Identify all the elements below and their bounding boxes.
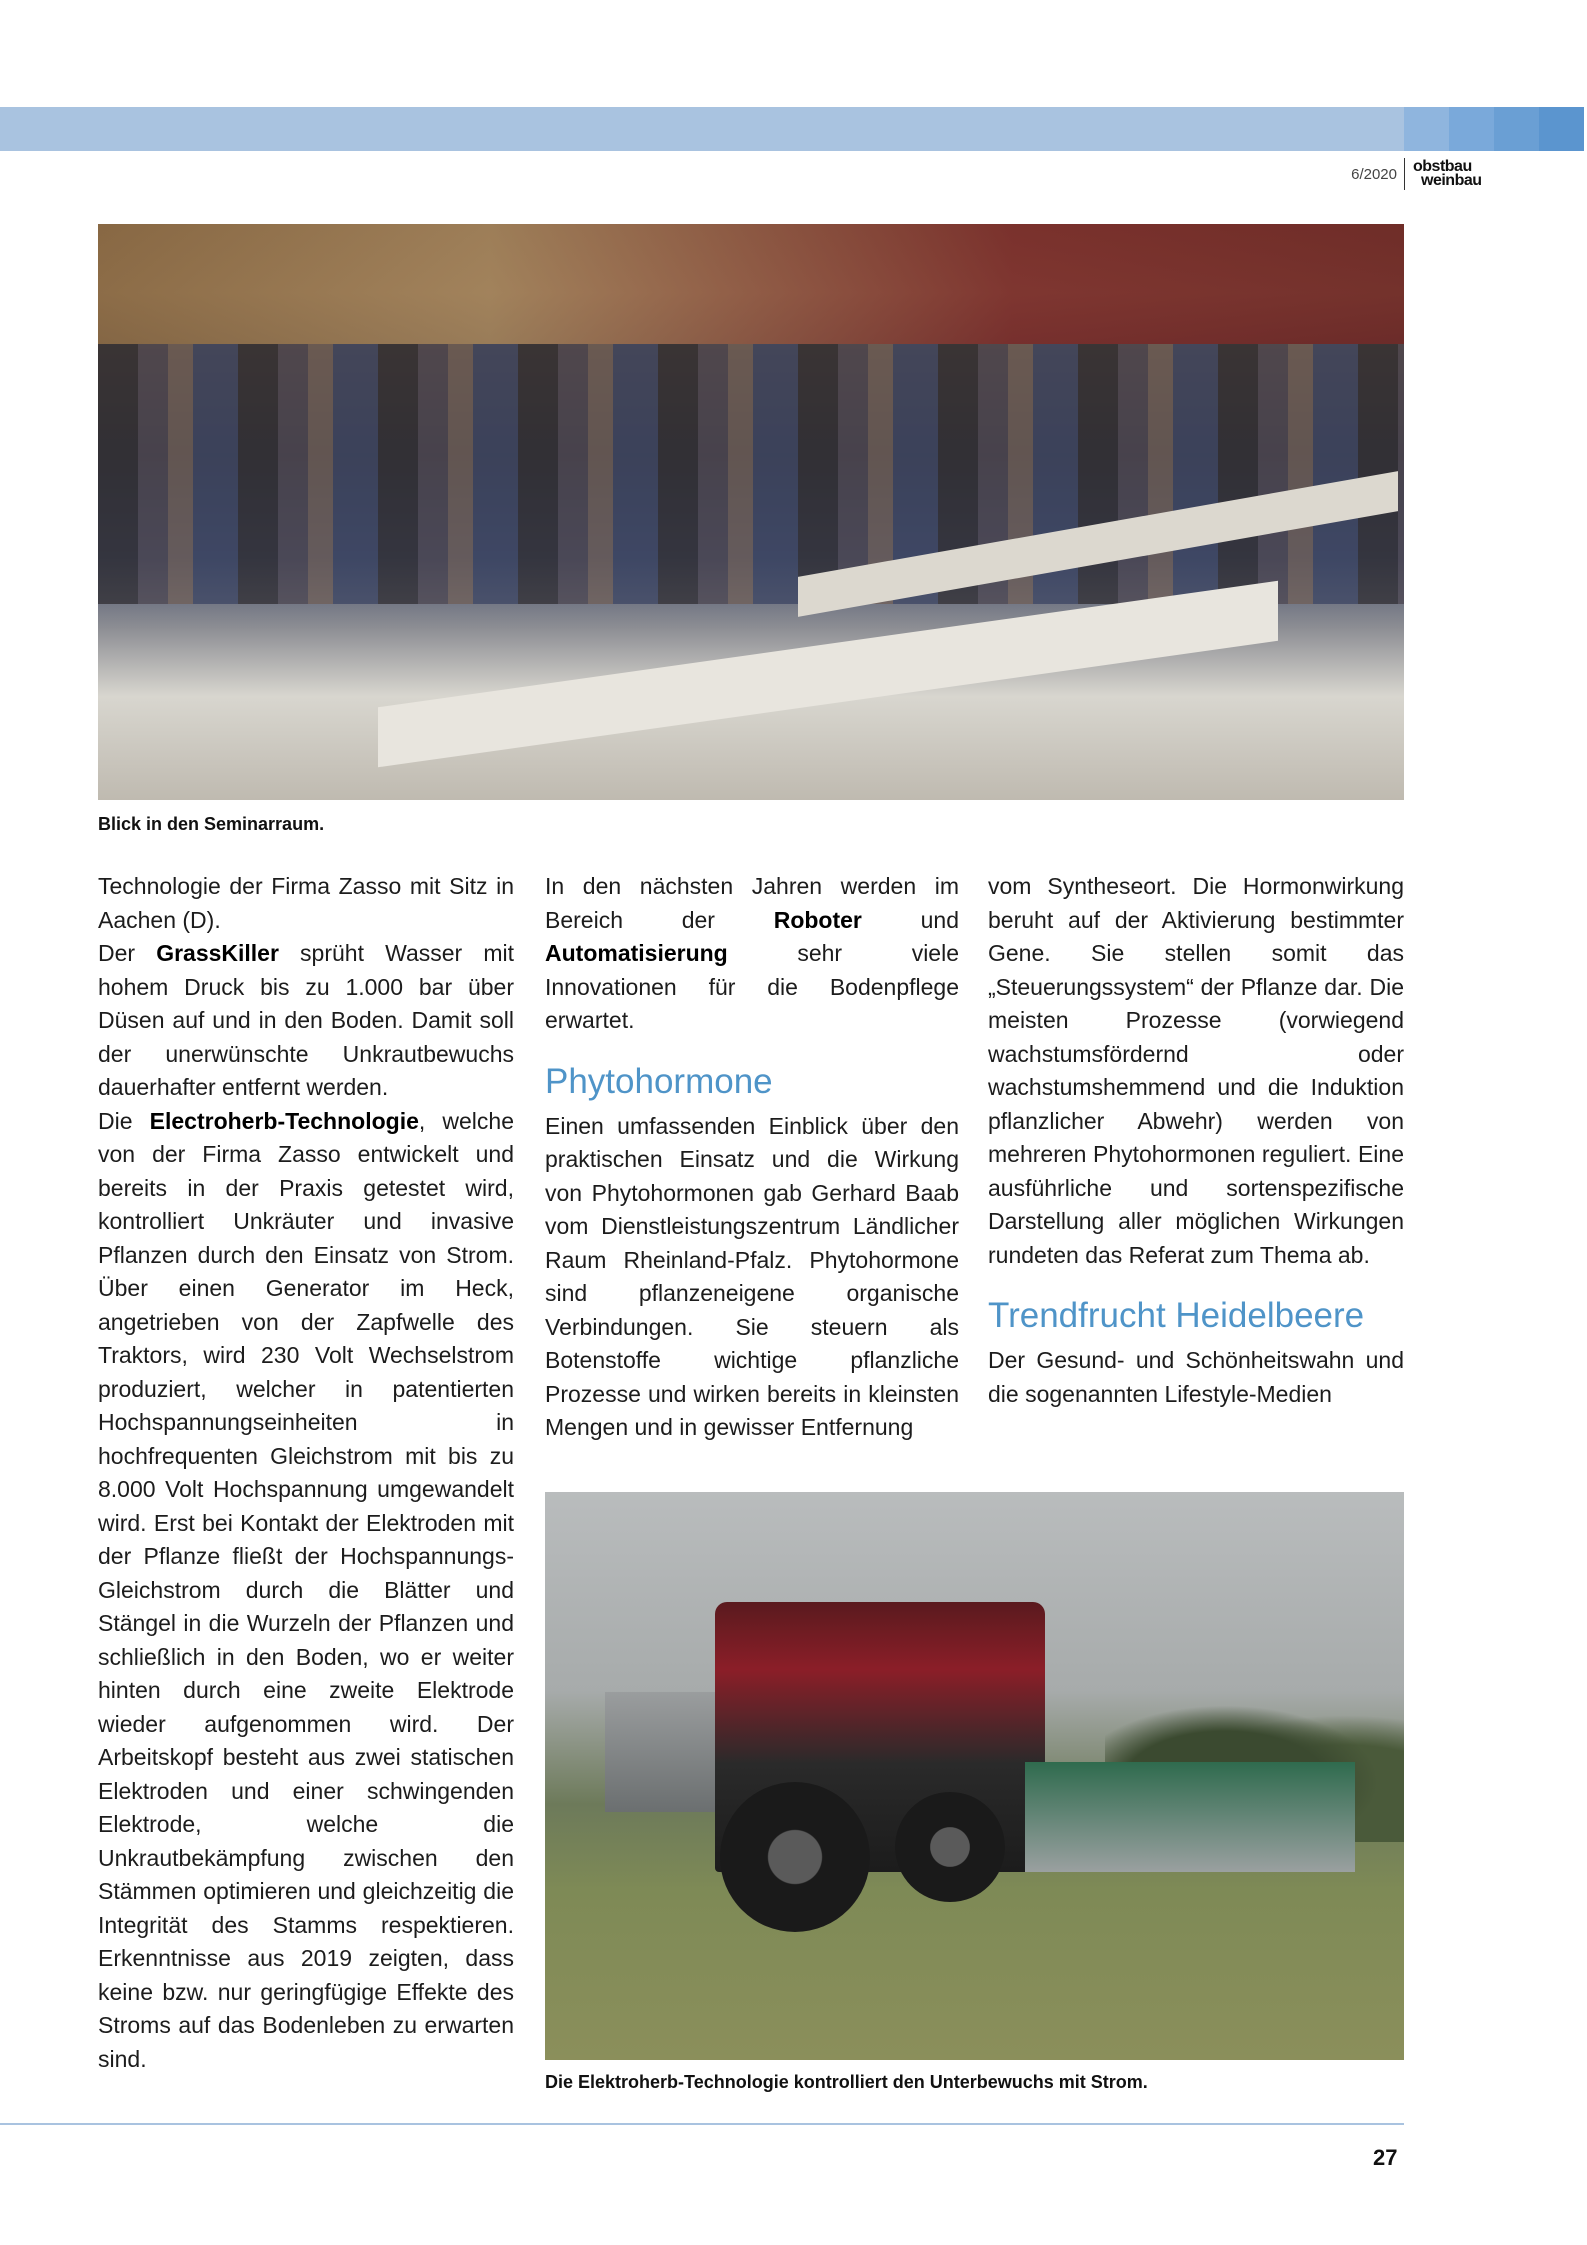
section-heading-phytohormone: Phytohormone <box>545 1061 773 1101</box>
issue-number: 6/2020 <box>1351 166 1397 183</box>
col1-paragraph-2 <box>98 937 514 1105</box>
col2-paragraph-1 <box>545 870 959 1038</box>
text: sehr viele Innovationen für die Bodenpflege erwartet. <box>545 940 959 1033</box>
header-block-1 <box>1404 107 1449 151</box>
tractor-rear-wheel <box>720 1782 870 1932</box>
col3-paragraph-2: Der Gesund- und Schönheitswahn und die sogenannten Lifestyle-Medien <box>988 1347 1404 1407</box>
article-column-1 <box>98 870 514 2076</box>
tractor-front-wheel <box>895 1792 1005 1902</box>
footer-rule <box>0 2123 1404 2125</box>
col2-paragraph-2: Einen umfassenden Einblick über den praktischen Einsatz und die Wirkung von Phytohormonen gab Gerhard Baab vom Dienstleistungszentrum Ländlicher Raum Rheinland-Pfalz. Phytohormone sind pflanzeneigene organische Verbindungen. Sie steuern als Botenstoffe wichtige pflanzliche Prozesse und wirken bereits in kleinsten Mengen und in gewisser Entfernung <box>545 1112 959 1440</box>
article-column-2 <box>545 870 959 1445</box>
text: Die <box>98 1107 150 1134</box>
tractor-photo-caption: Die Elektroherb-Technologie kontrolliert den Unterbewuchs mit Strom. <box>545 2072 1148 2092</box>
text: und <box>861 906 960 933</box>
seminar-wall <box>98 224 1404 344</box>
seminar-room-photo <box>98 224 1404 800</box>
col3-paragraph-1: vom Syntheseort. Die Hormonwirkung beruht auf der Aktivierung bestimmter Gene. Sie stellen somit das „Steuerungssystem“ der Pflanze dar. Die meisten Prozesse (vorwiegend wachstumsfördernd oder wachstumshemmend und die Induktion pflanzlicher Abwehr) werden von mehreren Phytohormonen reguliert. Eine ausführliche und sortenspezifische Darstellung aller möglichen Wirkungen rundeten das Referat zum Thema ab. <box>988 873 1404 1268</box>
electrode-implement <box>1025 1762 1355 1872</box>
header-block-2 <box>1449 107 1494 151</box>
text: sprüht Wasser mit hohem Druck bis zu 1.000 bar über Düsen auf und in den Boden. Damit soll der unerwünschte Unkrautbewuchs dauerhafter entfernt werden. <box>98 940 514 1100</box>
logo-line-2: weinbau <box>1421 172 1482 189</box>
header-bar <box>0 107 1404 151</box>
section-heading-heidelbeere: Trendfrucht Heidelbeere <box>988 1296 1365 1335</box>
grasskiller-term: GrassKiller <box>156 940 279 966</box>
automatisierung-term: Automatisierung <box>545 940 728 966</box>
logo-line-1: obstbau <box>1413 158 1472 175</box>
col1-paragraph-3 <box>98 1105 514 2077</box>
header-block-3 <box>1494 107 1539 151</box>
magazine-logo <box>1413 160 1482 188</box>
text: , welche von der Firma Zasso entwickelt und bereits in der Praxis getestet wird, kontrolliert Unkräuter und invasive Pflanzen durch den Einsatz von Strom. Über einen Generator im Heck, angetrieben von der Zapfwelle des Traktors, wird 230 Volt Wechselstrom produziert, welcher in patentierten Hochspannungseinheiten in hochfrequenten Gleichstrom mit bis zu 8.000 Volt Hochspannung umgewandelt wird. Erst bei Kontakt der Elektroden mit der Pflanze fließt der Hochspannungs-Gleichstrom durch die Blätter und Stängel in die Wurzeln der Pflanzen und schließlich in den Boden, wo er weiter hinten durch eine zweite Elektrode wieder aufgenommen wird. Der Arbeitskopf besteht aus zwei statischen Elektroden und einer schwingenden Elektrode, welche die Unkrautbekämpfung zwischen den Stämmen optimieren und gleichzeitig die Integrität des Stamms respektieren. Erkenntnisse aus 2019 zeigten, dass keine bzw. nur geringfügige Effekte des Stroms auf das Bodenleben zu erwarten sind. <box>98 1107 514 2072</box>
electroherb-term: Electroherb-Technologie <box>149 1107 419 1134</box>
header-color-blocks <box>1404 107 1584 151</box>
seminar-audience <box>98 344 1404 604</box>
tractor-electroherb-photo <box>545 1492 1404 2060</box>
text: In den nächsten Jahren werden im Bereich der <box>545 873 959 933</box>
article-column-3 <box>988 870 1404 1411</box>
seminar-photo-caption: Blick in den Seminarraum. <box>98 814 325 834</box>
roboter-term: Roboter <box>773 906 862 933</box>
page-number: 27 <box>1373 2145 1398 2170</box>
col1-paragraph-1: Technologie der Firma Zasso mit Sitz in Aachen (D). <box>98 873 514 933</box>
header-block-4 <box>1539 107 1584 151</box>
header-separator <box>1404 158 1405 190</box>
text: Der <box>98 940 157 966</box>
